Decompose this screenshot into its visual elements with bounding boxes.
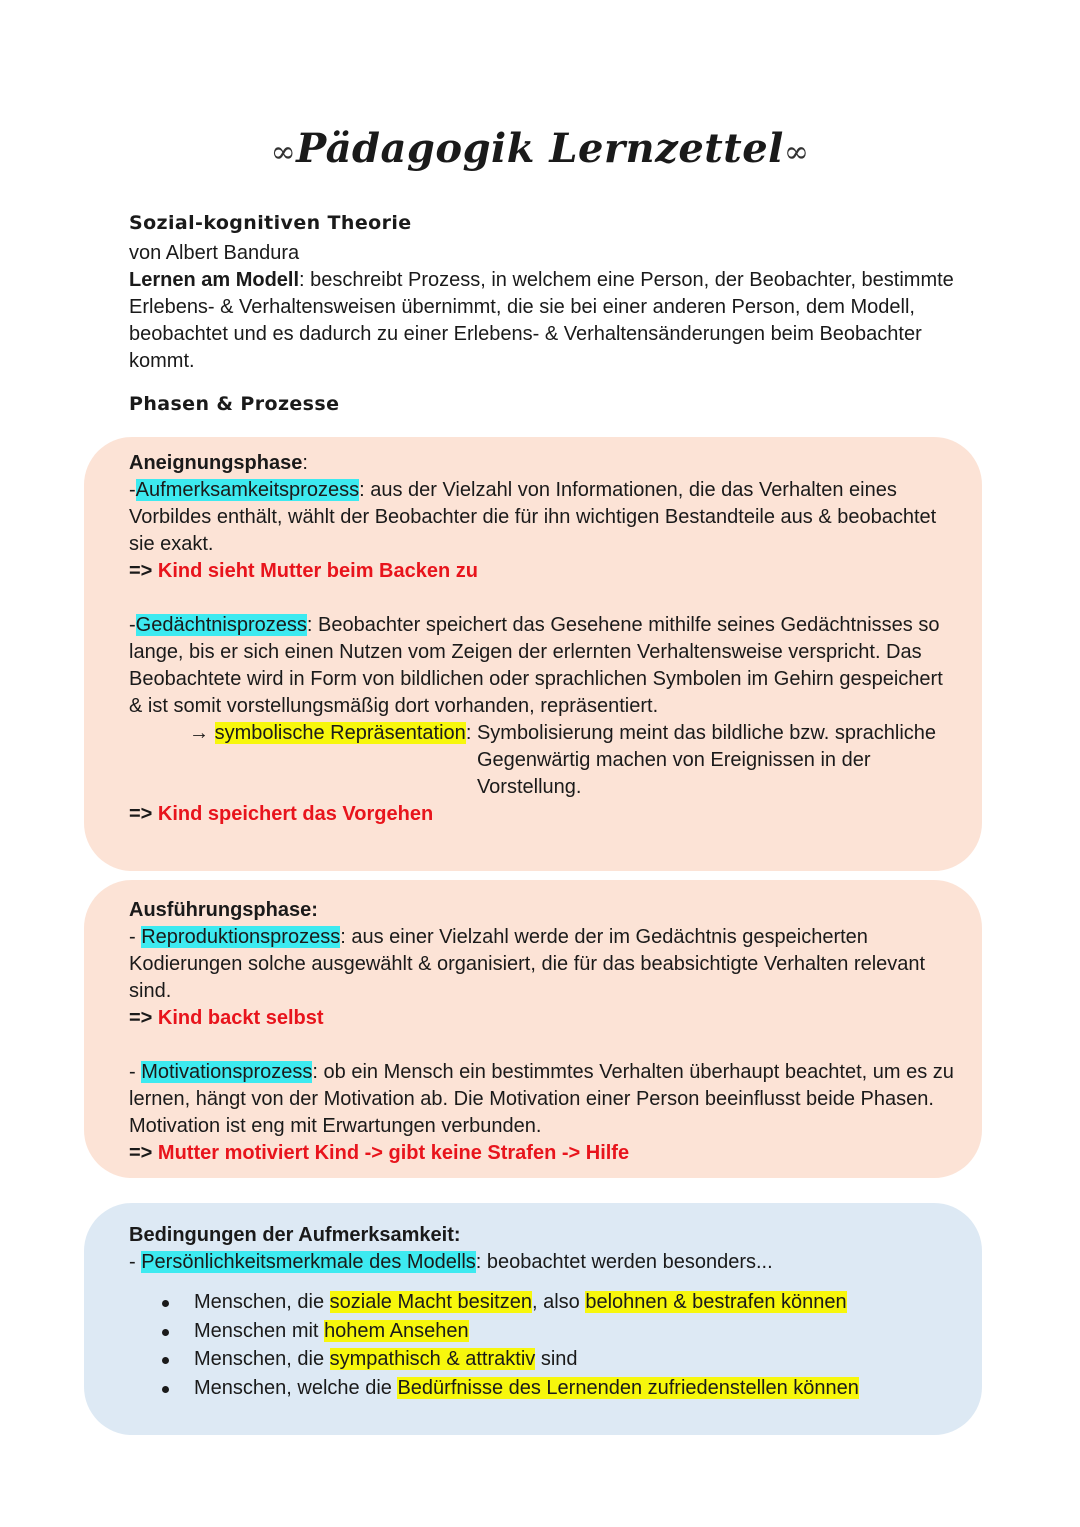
aufmerksamkeit-term: Aufmerksamkeitsprozess xyxy=(135,479,360,501)
symbolische-repraesentation: → symbolische Repräsentation: Symbolisierung meint das bildliche bzw. sprachliche Gegenwärtig machen von Ereignissen in der Vorstellung. xyxy=(189,720,959,801)
persoenlichkeit-term: Persönlichkeitsmerkmale des Modells xyxy=(141,1251,476,1273)
list-item: Menschen mit hohem Ansehen xyxy=(129,1317,959,1346)
ausfuehrung-heading: Ausführungsphase: xyxy=(129,899,318,921)
theory-heading: Sozial-kognitiven Theorie xyxy=(129,212,412,234)
reproduktion-example: => Kind backt selbst xyxy=(129,1007,324,1029)
list-item: Menschen, welche die Bedürfnisse des Lernenden zufriedenstellen können xyxy=(129,1374,959,1403)
gedaechtnis-term: Gedächtnisprozess xyxy=(135,614,307,636)
theory-intro xyxy=(129,210,959,418)
symbolische-definition: Symbolisierung meint das bildliche bzw. sprachliche Gegenwärtig machen von Ereignissen in der Vorstellung. xyxy=(476,722,937,798)
reproduktion-term: Reproduktionsprozess xyxy=(141,926,341,948)
bedingungen-content xyxy=(129,1222,959,1402)
bullet-icon xyxy=(162,1386,169,1393)
aufmerksamkeit-paragraph: -Aufmerksamkeitsprozess: aus der Vielzahl von Informationen, die das Verhalten eines Vorbildes enthält, wählt der Beobachter die für ihn wichtigen Bestandteile aus & beobachtet sie exakt. xyxy=(129,479,937,555)
gedaechtnis-paragraph: -Gedächtnisprozess: Beobachter speichert das Gesehene mithilfe seines Gedächtnisses so lange, bis er sich einen Nutzen vom Zeigen der erlernten Verhaltensweise verspricht. Das Beobachtete wird in Form von bildlichen oder sprachlichen Symbolen im Gehirn gespeichert & ist somit vorstellungsmäßig dort vorhanden, repräsentiert. xyxy=(129,614,943,717)
motivation-example: => Mutter motiviert Kind -> gibt keine Strafen -> Hilfe xyxy=(129,1142,630,1164)
theory-definition-text: : beschreibt Prozess, in welchem eine Person, der Beobachter, bestimmte Erlebens- & Verhaltensweisen übernimmt, die sie bei einer anderen Person, dem Modell, beobachtet und es dadurch zu einer Erlebens- & Verhaltensänderungen beim Beobachter kommt. xyxy=(129,269,954,372)
ausfuehrung-content xyxy=(129,897,959,1167)
aufmerksamkeit-example: => Kind sieht Mutter beim Backen zu xyxy=(129,560,478,582)
bedingungen-heading: Bedingungen der Aufmerksamkeit: xyxy=(129,1224,461,1246)
bullet-icon xyxy=(162,1357,169,1364)
theory-author: von Albert Bandura xyxy=(129,242,300,264)
bullet-icon xyxy=(162,1329,169,1336)
list-item: Menschen, die sympathisch & attraktiv sind xyxy=(129,1345,959,1374)
theory-term: Lernen am Modell xyxy=(129,269,300,291)
motivation-paragraph: - Motivationsprozess: ob ein Mensch ein bestimmtes Verhalten überhaupt beachtet, um es zu lernen, hängt von der Motivation ab. Die Motivation einer Person beeinflusst beide Phasen. Motivation ist eng mit Erwartungen verbunden. xyxy=(129,1061,954,1137)
bedingungen-list xyxy=(129,1288,959,1402)
gedaechtnis-example: => Kind speichert das Vorgehen xyxy=(129,803,434,825)
symbolische-term: symbolische Repräsentation xyxy=(214,722,466,744)
bullet-icon xyxy=(162,1300,169,1307)
reproduktion-paragraph: - Reproduktionsprozess: aus einer Vielzahl werde der im Gedächtnis gespeicherten Kodierungen solche ausgewählt & organisiert, die für das beabsichtigte Verhalten relevant sind. xyxy=(129,926,926,1002)
page-title xyxy=(0,125,1080,172)
aneignung-content xyxy=(129,450,959,828)
bedingungen-intro: - Persönlichkeitsmerkmale des Modells: beobachtet werden besonders... xyxy=(129,1251,773,1273)
left-flourish-icon: ∞ xyxy=(270,135,297,170)
arrow-right-icon: → xyxy=(189,722,209,744)
list-item: Menschen, die soziale Macht besitzen, also belohnen & bestrafen können xyxy=(129,1288,959,1317)
motivation-term: Motivationsprozess xyxy=(141,1061,313,1083)
right-flourish-icon: ∞ xyxy=(783,135,810,170)
page-title-text: Pädagogik Lernzettel xyxy=(296,125,784,172)
phases-heading: Phasen & Prozesse xyxy=(129,393,340,415)
aneignung-heading: Aneignungsphase: xyxy=(129,452,308,474)
theory-definition xyxy=(129,267,959,375)
